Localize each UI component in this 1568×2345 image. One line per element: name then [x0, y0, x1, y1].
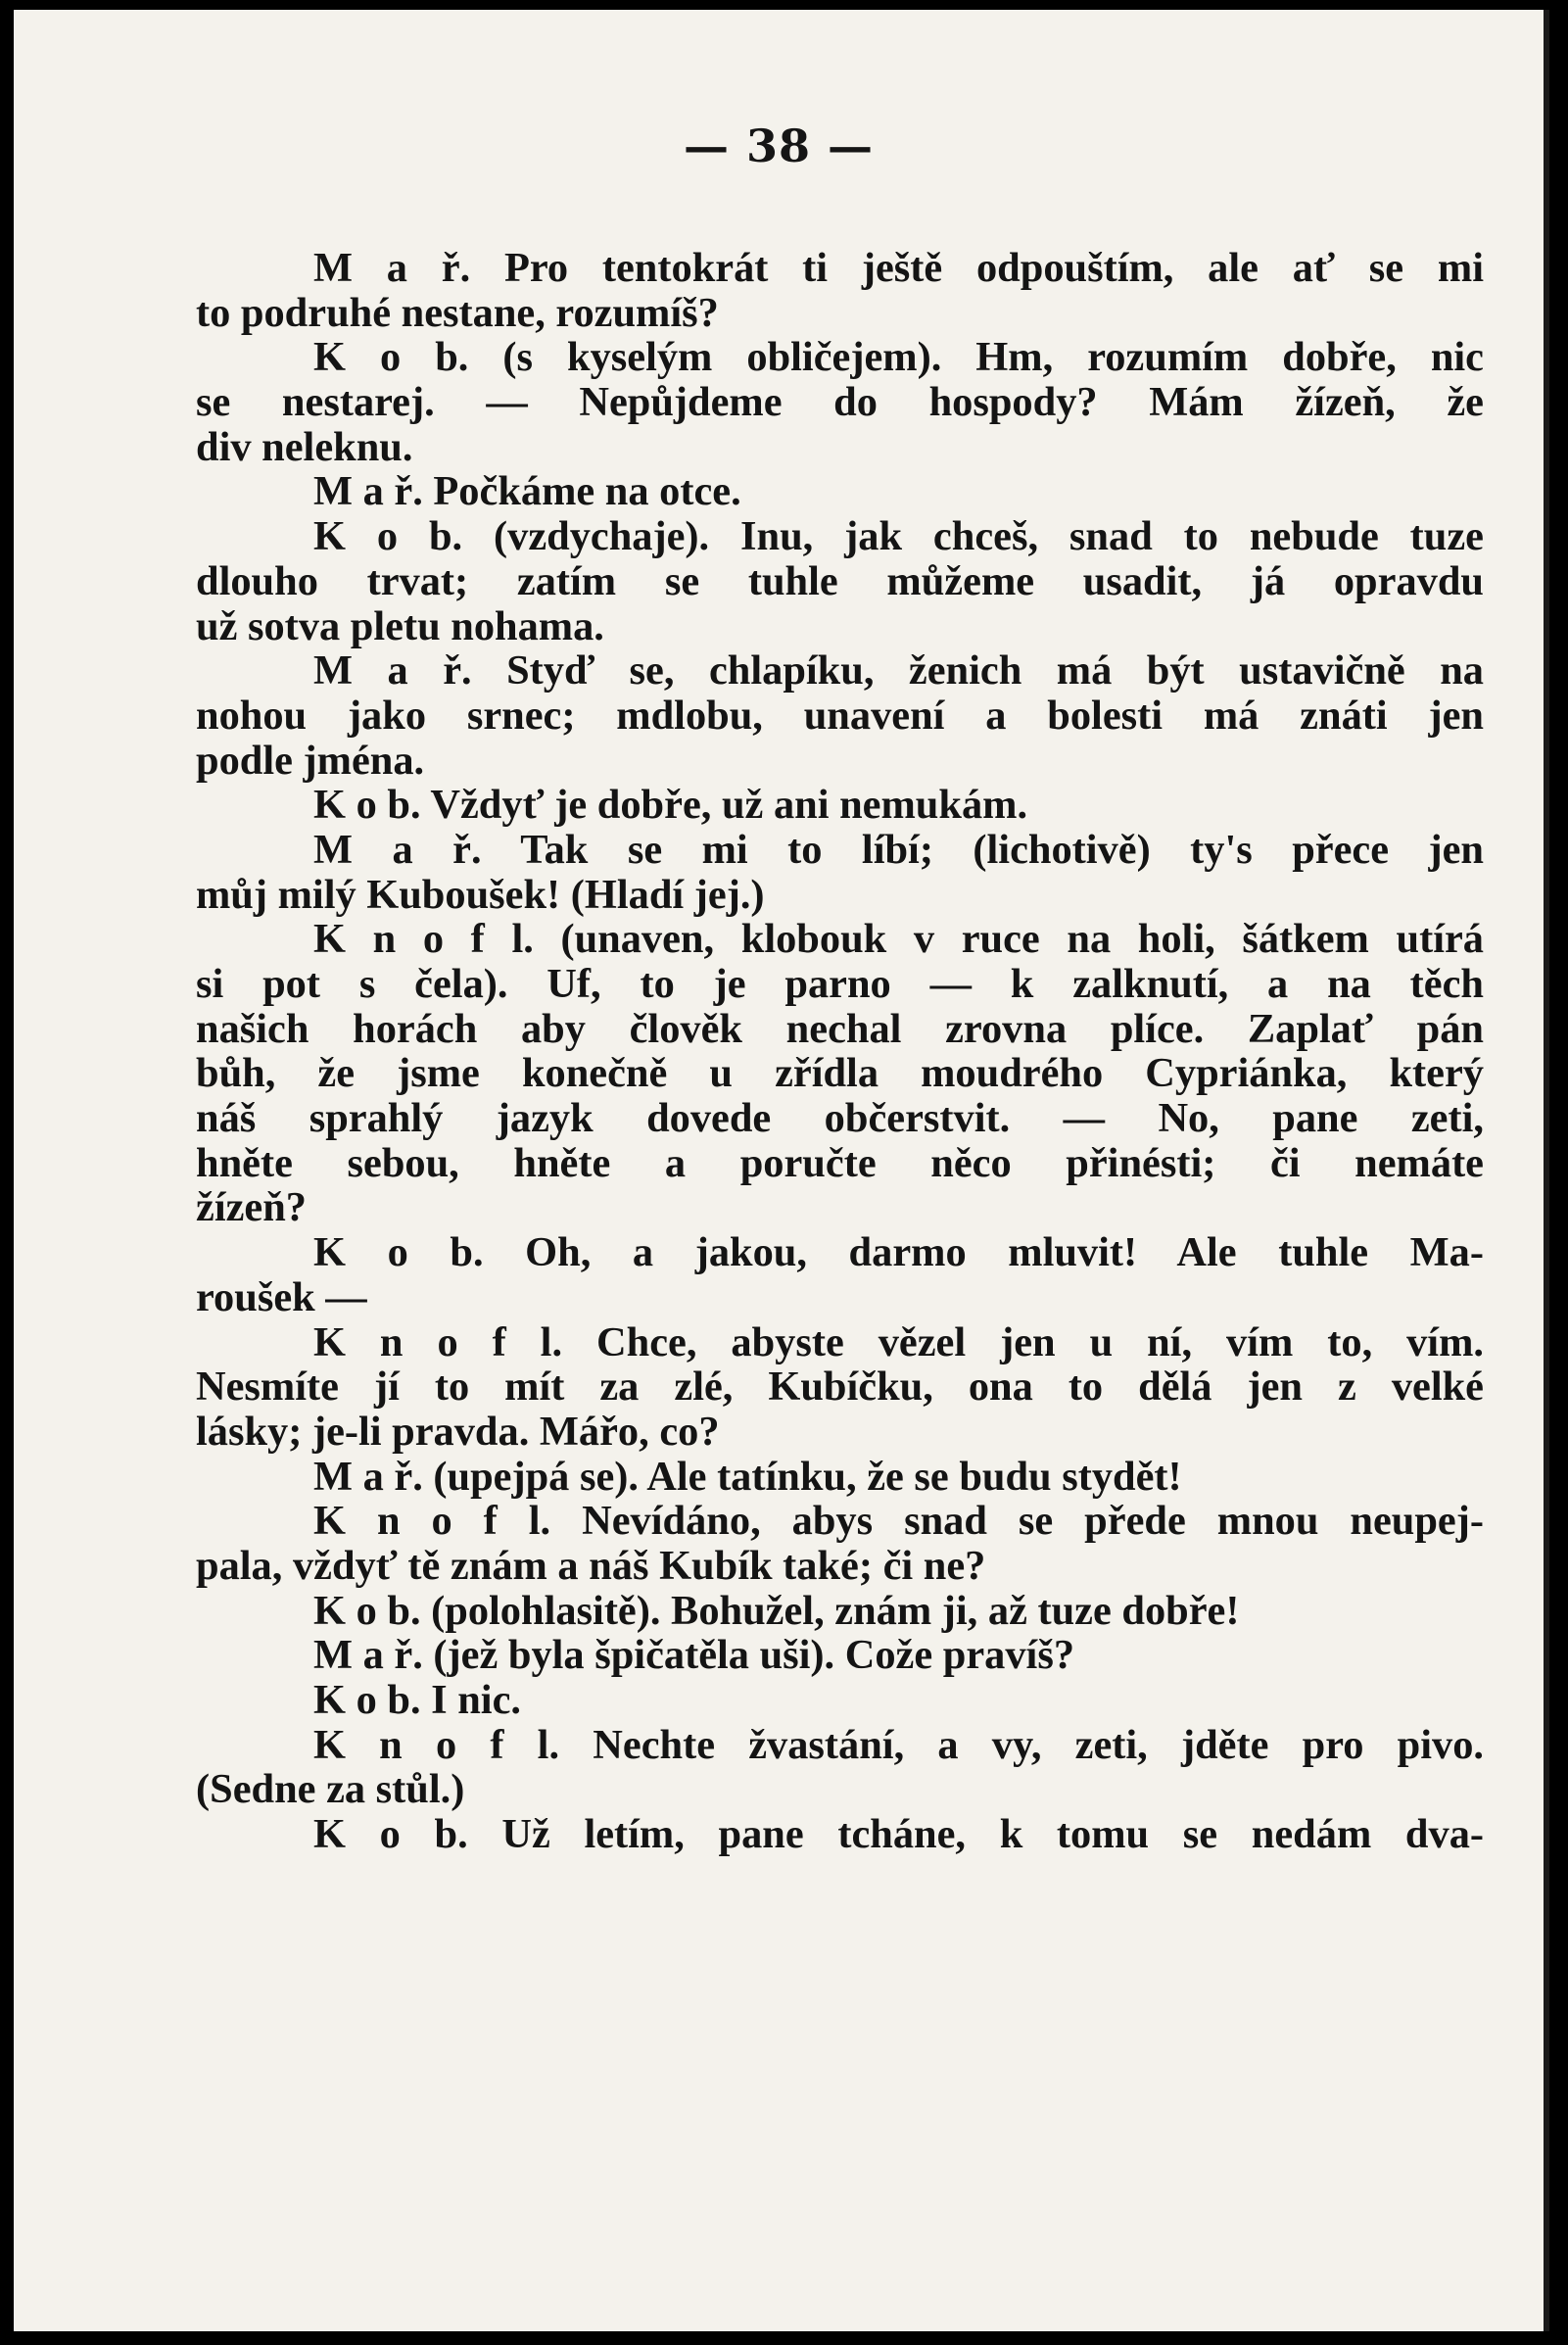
- text-line: K o b. I nic.: [313, 1677, 521, 1723]
- text-line: Nesmíte jí to mít za zlé, Kubíčku, ona to dělá jen z velké: [196, 1364, 1484, 1411]
- text-line: M a ř. Tak se mi to líbí; (lichotivě) ty's přece jen: [313, 826, 1484, 873]
- text-line: K n o f l. Nevídáno, abys snad se přede mnou neupej-: [313, 1498, 1484, 1545]
- text-line: K o b. Oh, a jakou, darmo mluvit! Ale tuhle Ma-: [313, 1229, 1484, 1276]
- text-line: dlouho trvat; zatím se tuhle můžeme usadit, já opravdu: [196, 557, 1484, 604]
- text-line: M a ř. (upejpá se). Ale tatínku, že se budu stydět!: [313, 1453, 1182, 1500]
- text-line: K o b. Už letím, pane tcháne, k tomu se nedám dva-: [313, 1811, 1484, 1858]
- text-line: M a ř. Pro tentokrát ti ještě odpouštím, ale ať se mi: [313, 245, 1484, 291]
- text-line: hněte sebou, hněte a poručte něco přinésti; či nemáte: [196, 1139, 1484, 1186]
- text-line: můj milý Kuboušek! (Hladí jej.): [196, 871, 765, 918]
- text-line: K n o f l. (unaven, klobouk v ruce na holi, šátkem utírá: [313, 916, 1484, 963]
- text-line: roušek —: [196, 1273, 367, 1320]
- text-line: M a ř. Počkáme na otce.: [313, 468, 741, 515]
- text-line: už sotva pletu nohama.: [196, 602, 604, 649]
- text-line: našich horách aby člověk nechal zrovna plíce. Zaplať pán: [196, 1005, 1484, 1052]
- text-line: si pot s čela). Uf, to je parno — k zalknutí, a na těch: [196, 961, 1484, 1007]
- text-line: nohou jako srnec; mdlobu, unavení a bolesti má znáti jen: [196, 692, 1484, 739]
- text-line: pala, vždyť tě znám a náš Kubík také; či ne?: [196, 1542, 986, 1589]
- text-line: K o b. Vždyť je dobře, už ani nemukám.: [313, 782, 1028, 829]
- text-line: podle jména.: [196, 737, 425, 784]
- page-number: — 38 —: [683, 120, 875, 172]
- text-line: K o b. (s kyselým obličejem). Hm, rozumím dobře, nic: [313, 334, 1484, 381]
- text-line: M a ř. Styď se, chlapíku, ženich má být ustavičně na: [313, 647, 1484, 694]
- body-text: [196, 246, 1484, 1857]
- text-line: K n o f l. Chce, abyste vězel jen u ní, vím to, vím.: [313, 1318, 1484, 1365]
- text-line: K o b. (vzdychaje). Inu, jak chceš, snad to nebude tuze: [313, 513, 1484, 560]
- book-page: [14, 10, 1549, 2331]
- text-line: náš sprahlý jazyk dovede občerstvit. — No, pane zeti,: [196, 1095, 1484, 1142]
- text-line: K o b. (polohlasitě). Bohužel, znám ji, až tuze dobře!: [313, 1587, 1240, 1634]
- text-line: se nestarej. — Nepůjdeme do hospody? Mám žízeň, že: [196, 379, 1484, 426]
- text-line: div neleknu.: [196, 423, 413, 470]
- text-line: žízeň?: [196, 1184, 307, 1231]
- text-line: (Sedne za stůl.): [196, 1766, 465, 1813]
- text-line: to podruhé nestane, rozumíš?: [196, 289, 719, 336]
- text-line: bůh, že jsme konečně u zřídla moudrého Cypriánka, který: [196, 1050, 1484, 1097]
- text-line: lásky; je-li pravda. Mářo, co?: [196, 1408, 720, 1455]
- text-line: M a ř. (jež byla špičatěla uši). Cože pravíš?: [313, 1632, 1075, 1679]
- text-line: K n o f l. Nechte žvastání, a vy, zeti, jděte pro pivo.: [313, 1721, 1484, 1768]
